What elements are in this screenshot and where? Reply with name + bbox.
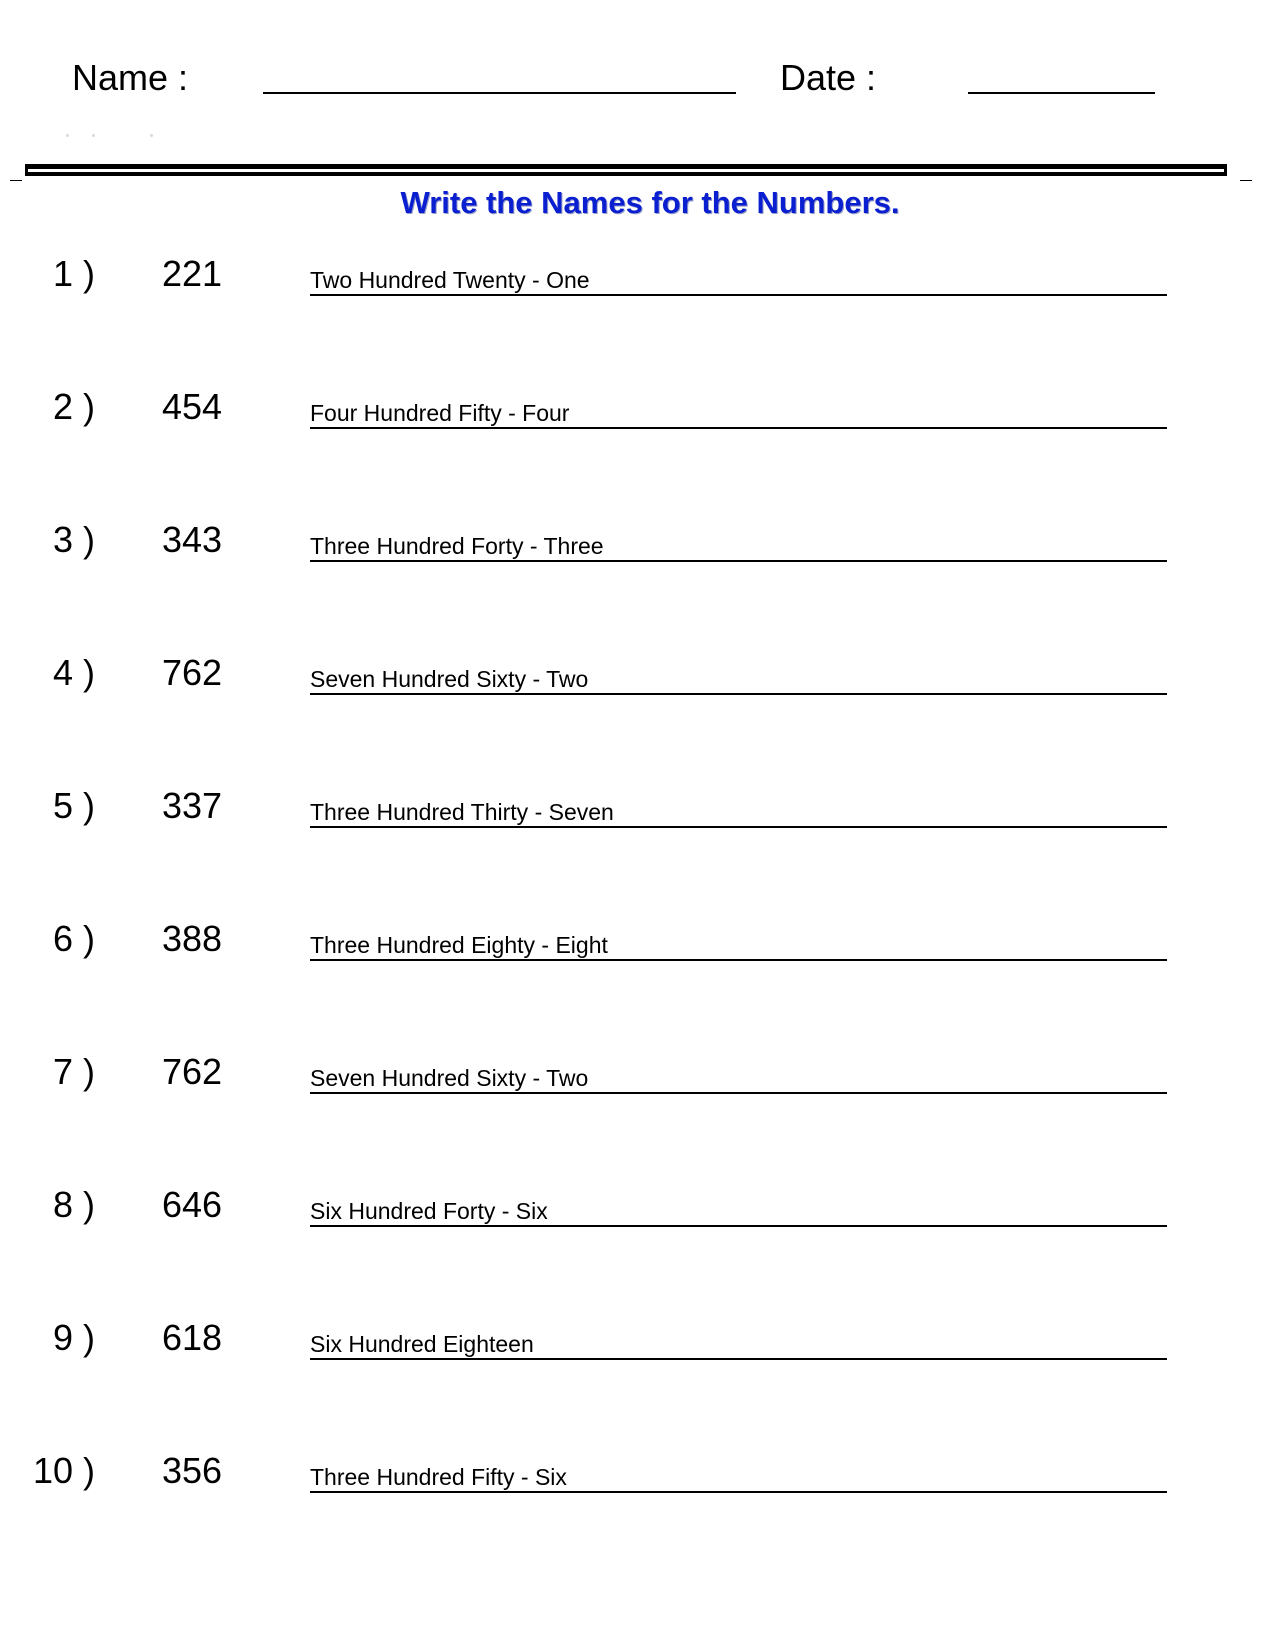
problem-number: 618 [162,1317,223,1358]
problem-index: 9 ) [52,1317,95,1358]
answer-line[interactable]: Three Hundred Thirty - Seven [310,796,1167,828]
problem-row [0,1050,1275,1110]
date-label: Date : [780,57,877,98]
worksheet-title: Write the Names for the Numbers. [400,185,900,220]
problem-index: 10 ) [32,1450,95,1491]
problem-row [0,1183,1275,1243]
scan-speck [150,134,153,137]
problem-index: 4 ) [52,652,95,693]
name-label: Name : [72,57,189,98]
problem-index: 7 ) [52,1051,95,1092]
answer-line[interactable]: Six Hundred Eighteen [310,1328,1167,1360]
problem-row [0,917,1275,977]
problem-row [0,518,1275,578]
problem-row [0,385,1275,445]
problem-index: 3 ) [52,519,95,560]
problem-row [0,1449,1275,1509]
problem-number: 337 [162,785,223,826]
problem-index: 2 ) [52,386,95,427]
answer-line[interactable]: Six Hundred Forty - Six [310,1195,1167,1227]
answer-line[interactable]: Three Hundred Eighty - Eight [310,929,1167,961]
answer-line[interactable]: Three Hundred Fifty - Six [310,1461,1167,1493]
problem-number: 762 [162,652,223,693]
problem-number: 343 [162,519,223,560]
problem-row [0,1316,1275,1376]
answer-line[interactable]: Two Hundred Twenty - One [310,264,1167,296]
problem-index: 8 ) [52,1184,95,1225]
scan-speck [92,134,95,137]
answer-line[interactable]: Three Hundred Forty - Three [310,530,1167,562]
problem-index: 6 ) [52,918,95,959]
problem-number: 454 [162,386,223,427]
problem-row [0,784,1275,844]
rule-tick-right [1240,180,1252,181]
problem-row [0,252,1275,312]
scan-speck [66,134,69,137]
problem-number: 221 [162,253,223,294]
answer-line[interactable]: Four Hundred Fifty - Four [310,397,1167,429]
answer-line[interactable]: Seven Hundred Sixty - Two [310,1062,1167,1094]
problem-number: 388 [162,918,223,959]
rule-tick-left [10,180,22,181]
problem-index: 5 ) [52,785,95,826]
problem-index: 1 ) [52,253,95,294]
header-divider-rule [25,164,1227,176]
problem-row [0,651,1275,711]
problem-number: 646 [162,1184,223,1225]
date-blank-line[interactable] [968,92,1155,94]
answer-line[interactable]: Seven Hundred Sixty - Two [310,663,1167,695]
problem-number: 762 [162,1051,223,1092]
problem-number: 356 [162,1450,223,1491]
name-blank-line[interactable] [263,92,736,94]
